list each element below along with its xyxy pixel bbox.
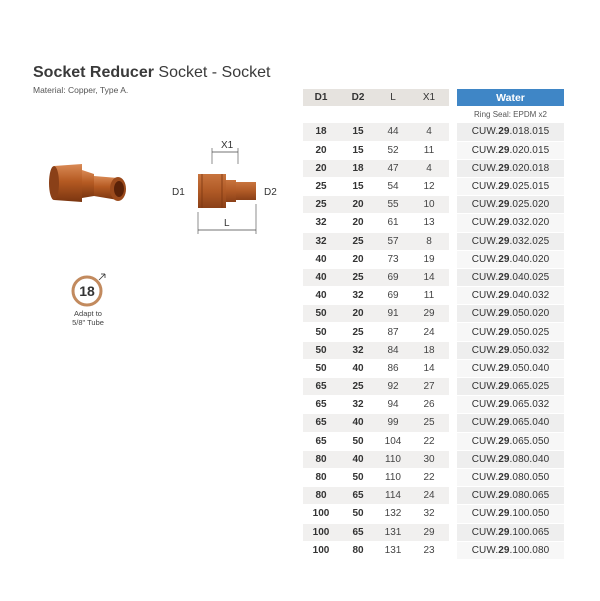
header-water: Water: [457, 89, 564, 106]
cell-product-code: [457, 233, 564, 251]
table-row: [303, 142, 564, 160]
spec-table: [303, 89, 564, 560]
code-mid: 29: [498, 362, 510, 374]
code-pre: CUW.: [471, 253, 499, 265]
code-pre: CUW.: [471, 453, 499, 465]
cell-x1: 14: [409, 360, 449, 378]
code-pre: CUW.: [471, 508, 499, 520]
cell-d2: 25: [339, 378, 377, 396]
code-post: .065.040: [509, 417, 550, 429]
cell-l: 57: [377, 233, 409, 251]
cell-l: 114: [377, 487, 409, 505]
cell-product-code: [457, 505, 564, 523]
cell-d1: 40: [303, 287, 339, 305]
cell-l: 55: [377, 196, 409, 214]
cell-d1: 65: [303, 414, 339, 432]
cell-d1: 65: [303, 433, 339, 451]
cell-x1: 11: [409, 287, 449, 305]
cell-d2: 15: [339, 123, 377, 141]
cell-l: 131: [377, 524, 409, 542]
cell-l: 110: [377, 469, 409, 487]
code-mid: 29: [498, 253, 510, 265]
cell-product-code: [457, 323, 564, 341]
cell-d1: 50: [303, 342, 339, 360]
cell-d2: 20: [339, 251, 377, 269]
cell-x1: 29: [409, 305, 449, 323]
code-pre: CUW.: [471, 235, 499, 247]
cell-d2: 20: [339, 196, 377, 214]
code-post: .050.032: [509, 344, 550, 356]
cell-d1: 100: [303, 524, 339, 542]
code-mid: 29: [498, 399, 510, 411]
cell-d1: 20: [303, 160, 339, 178]
cell-x1: 19: [409, 251, 449, 269]
code-post: .065.025: [509, 381, 550, 393]
cell-product-code: [457, 196, 564, 214]
cell-product-code: [457, 469, 564, 487]
code-pre: CUW.: [471, 144, 499, 156]
cell-d2: 18: [339, 160, 377, 178]
code-mid: 29: [498, 490, 510, 502]
code-post: .040.020: [509, 253, 550, 265]
code-post: .050.020: [509, 308, 550, 320]
cell-x1: 10: [409, 196, 449, 214]
ring-seal-note: Ring Seal: EPDM x2: [474, 110, 547, 120]
cell-x1: 26: [409, 396, 449, 414]
cell-l: 94: [377, 396, 409, 414]
code-mid: 29: [498, 199, 510, 211]
cell-d2: 65: [339, 487, 377, 505]
code-mid: 29: [498, 144, 510, 156]
code-post: .065.032: [509, 399, 550, 411]
cell-l: 91: [377, 305, 409, 323]
cell-d1: 50: [303, 323, 339, 341]
cell-l: 131: [377, 542, 409, 560]
cell-product-code: [457, 305, 564, 323]
table-row: [303, 433, 564, 451]
cell-l: 52: [377, 142, 409, 160]
header-d2: D2: [339, 89, 377, 106]
table-row: [303, 487, 564, 505]
product-photo: [48, 150, 130, 220]
cell-product-code: [457, 396, 564, 414]
cell-product-code: [457, 524, 564, 542]
table-row: [303, 396, 564, 414]
code-mid: 29: [498, 290, 510, 302]
code-pre: CUW.: [471, 181, 499, 193]
cell-product-code: [457, 360, 564, 378]
cell-d1: 80: [303, 487, 339, 505]
code-pre: CUW.: [471, 435, 499, 447]
title-product: Socket Reducer: [33, 64, 154, 81]
cell-x1: 22: [409, 469, 449, 487]
code-mid: 29: [498, 308, 510, 320]
title-type: Socket - Socket: [158, 64, 271, 81]
code-pre: CUW.: [471, 399, 499, 411]
code-mid: 29: [498, 526, 510, 538]
cell-d2: 32: [339, 396, 377, 414]
cell-d1: 100: [303, 542, 339, 560]
code-post: .100.080: [509, 544, 550, 556]
cell-x1: 22: [409, 433, 449, 451]
code-post: .025.020: [509, 199, 550, 211]
cell-d1: 80: [303, 469, 339, 487]
cell-x1: 23: [409, 542, 449, 560]
code-pre: CUW.: [471, 544, 499, 556]
cell-product-code: [457, 487, 564, 505]
table-row: [303, 269, 564, 287]
label-x1: X1: [221, 140, 234, 151]
cell-d2: 25: [339, 233, 377, 251]
cell-d2: 65: [339, 524, 377, 542]
cell-x1: 11: [409, 142, 449, 160]
code-mid: 29: [498, 235, 510, 247]
code-mid: 29: [498, 326, 510, 338]
label-l: L: [224, 218, 230, 229]
code-pre: CUW.: [471, 199, 499, 211]
table-row: [303, 542, 564, 560]
cell-product-code: [457, 214, 564, 232]
table-row: [303, 451, 564, 469]
cell-x1: 12: [409, 178, 449, 196]
code-post: .100.050: [509, 508, 550, 520]
code-pre: CUW.: [471, 326, 499, 338]
cell-product-code: [457, 251, 564, 269]
code-pre: CUW.: [471, 526, 499, 538]
cell-d2: 80: [339, 542, 377, 560]
cell-x1: 27: [409, 378, 449, 396]
code-post: .040.032: [509, 290, 550, 302]
cell-d2: 40: [339, 414, 377, 432]
adapt-badge: [64, 272, 112, 327]
code-post: .020.018: [509, 162, 550, 174]
cell-d1: 50: [303, 360, 339, 378]
table-row: [303, 323, 564, 341]
cell-d1: 65: [303, 396, 339, 414]
code-pre: CUW.: [471, 344, 499, 356]
cell-product-code: [457, 542, 564, 560]
cell-d1: 40: [303, 269, 339, 287]
adapt-line2: 5/8" Tube: [72, 318, 104, 327]
cell-l: 86: [377, 360, 409, 378]
code-post: .080.050: [509, 472, 550, 484]
cell-l: 73: [377, 251, 409, 269]
cell-l: 47: [377, 160, 409, 178]
code-pre: CUW.: [471, 162, 499, 174]
code-mid: 29: [498, 453, 510, 465]
code-pre: CUW.: [471, 217, 499, 229]
code-pre: CUW.: [471, 381, 499, 393]
code-mid: 29: [498, 381, 510, 393]
code-pre: CUW.: [471, 308, 499, 320]
cell-product-code: [457, 269, 564, 287]
adapt-number: 18: [79, 283, 95, 299]
cell-d1: 100: [303, 505, 339, 523]
code-post: .018.015: [509, 126, 550, 138]
cell-l: 87: [377, 323, 409, 341]
adapt-line1: Adapt to: [74, 309, 102, 318]
cell-d1: 50: [303, 305, 339, 323]
cell-l: 54: [377, 178, 409, 196]
cell-d2: 32: [339, 287, 377, 305]
cell-product-code: [457, 178, 564, 196]
cell-x1: 13: [409, 214, 449, 232]
table-row: [303, 160, 564, 178]
code-mid: 29: [498, 417, 510, 429]
code-mid: 29: [498, 181, 510, 193]
tube-ring-icon: [70, 272, 106, 308]
cell-d2: 50: [339, 505, 377, 523]
code-pre: CUW.: [471, 290, 499, 302]
cell-product-code: [457, 142, 564, 160]
table-row: [303, 178, 564, 196]
code-mid: 29: [498, 344, 510, 356]
cell-x1: 4: [409, 123, 449, 141]
code-post: .032.025: [509, 235, 550, 247]
header-l: L: [377, 89, 409, 106]
code-post: .032.020: [509, 217, 550, 229]
cell-product-code: [457, 160, 564, 178]
cell-l: 99: [377, 414, 409, 432]
header-d1: D1: [303, 89, 339, 106]
cell-l: 104: [377, 433, 409, 451]
cell-product-code: [457, 433, 564, 451]
cell-l: 69: [377, 287, 409, 305]
table-row: [303, 287, 564, 305]
cell-d2: 50: [339, 433, 377, 451]
cell-d2: 20: [339, 305, 377, 323]
cell-x1: 24: [409, 323, 449, 341]
cell-d1: 80: [303, 451, 339, 469]
cell-product-code: [457, 414, 564, 432]
table-row: [303, 233, 564, 251]
cell-d2: 50: [339, 469, 377, 487]
cell-l: 69: [377, 269, 409, 287]
label-d2: D2: [264, 187, 277, 198]
cell-d1: 32: [303, 214, 339, 232]
cell-product-code: [457, 287, 564, 305]
code-post: .050.040: [509, 362, 550, 374]
cell-d1: 65: [303, 378, 339, 396]
code-mid: 29: [498, 472, 510, 484]
dimension-drawing: [168, 138, 288, 238]
code-mid: 29: [498, 544, 510, 556]
cell-d2: 15: [339, 142, 377, 160]
code-pre: CUW.: [471, 472, 499, 484]
header-x1: X1: [409, 89, 449, 106]
code-mid: 29: [498, 271, 510, 283]
cell-x1: 4: [409, 160, 449, 178]
code-post: .020.015: [509, 144, 550, 156]
cell-x1: 29: [409, 524, 449, 542]
code-mid: 29: [498, 126, 510, 138]
cell-x1: 24: [409, 487, 449, 505]
cell-l: 110: [377, 451, 409, 469]
table-row: [303, 360, 564, 378]
code-pre: CUW.: [471, 490, 499, 502]
cell-x1: 32: [409, 505, 449, 523]
table-row: [303, 378, 564, 396]
table-row: [303, 251, 564, 269]
table-row: [303, 414, 564, 432]
code-post: .065.050: [509, 435, 550, 447]
table-row: [303, 214, 564, 232]
cell-x1: 14: [409, 269, 449, 287]
cell-d1: 25: [303, 178, 339, 196]
cell-l: 44: [377, 123, 409, 141]
code-mid: 29: [498, 435, 510, 447]
cell-product-code: [457, 342, 564, 360]
cell-product-code: [457, 378, 564, 396]
cell-d2: 40: [339, 451, 377, 469]
code-pre: CUW.: [471, 126, 499, 138]
table-row: [303, 123, 564, 141]
spec-table-body: [303, 123, 564, 560]
code-post: .080.065: [509, 490, 550, 502]
cell-l: 61: [377, 214, 409, 232]
code-mid: 29: [498, 508, 510, 520]
cell-l: 132: [377, 505, 409, 523]
cell-product-code: [457, 451, 564, 469]
page-title: [33, 64, 270, 82]
code-mid: 29: [498, 162, 510, 174]
code-pre: CUW.: [471, 417, 499, 429]
table-row: [303, 305, 564, 323]
cell-d2: 25: [339, 269, 377, 287]
table-row: [303, 524, 564, 542]
code-pre: CUW.: [471, 271, 499, 283]
code-post: .025.015: [509, 181, 550, 193]
cell-x1: 18: [409, 342, 449, 360]
cell-d2: 40: [339, 360, 377, 378]
cell-d1: 32: [303, 233, 339, 251]
cell-d2: 25: [339, 323, 377, 341]
code-mid: 29: [498, 217, 510, 229]
cell-l: 84: [377, 342, 409, 360]
code-pre: CUW.: [471, 362, 499, 374]
code-post: .050.025: [509, 326, 550, 338]
cell-d2: 15: [339, 178, 377, 196]
code-post: .040.025: [509, 271, 550, 283]
code-post: .080.040: [509, 453, 550, 465]
cell-d2: 32: [339, 342, 377, 360]
code-post: .100.065: [509, 526, 550, 538]
cell-d1: 40: [303, 251, 339, 269]
cell-d2: 20: [339, 214, 377, 232]
cell-l: 92: [377, 378, 409, 396]
cell-d1: 20: [303, 142, 339, 160]
table-row: [303, 505, 564, 523]
table-row: [303, 342, 564, 360]
cell-d1: 25: [303, 196, 339, 214]
table-row: [303, 469, 564, 487]
cell-x1: 8: [409, 233, 449, 251]
material-note: Material: Copper, Type A.: [33, 85, 129, 95]
cell-d1: 18: [303, 123, 339, 141]
table-row: [303, 196, 564, 214]
cell-product-code: [457, 123, 564, 141]
cell-x1: 25: [409, 414, 449, 432]
label-d1: D1: [172, 187, 185, 198]
cell-x1: 30: [409, 451, 449, 469]
